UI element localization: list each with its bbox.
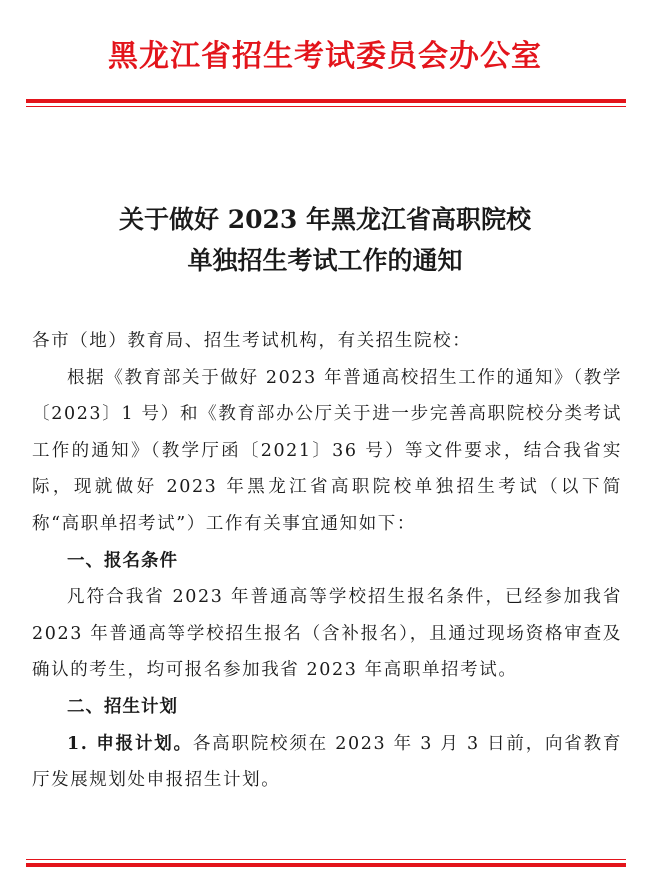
intro-paragraph: 根据《教育部关于做好 2023 年普通高校招生工作的通知》（教学〔2023〕1 号）和《教育部办公厅关于进一步完善高职院校分类考试工作的通知》（教学厅函〔2021〕36 号）等文件要求，结合我省实际，现就做好 2023 年黑龙江省高职院校单独招生考试（以下简称“高职单招考试”）工作有关事宜通知如下： (32, 367, 622, 534)
footer-rule-thin (26, 859, 626, 860)
section-2-item-1-label: 1. 申报计划。 (67, 733, 193, 754)
masthead-rule-thick (26, 99, 626, 103)
section-2-heading: 二、招生计划 (67, 696, 178, 717)
section-1-heading: 一、报名条件 (67, 550, 178, 571)
document-body (32, 323, 622, 799)
section-2-item-1-text: 各高职院校须在 2023 年 3 月 3 日前，向省教育厅发展规划处申报招生计划。 (32, 733, 622, 791)
salutation: 各市（地）教育局、招生考试机构，有关招生院校： (32, 331, 472, 351)
masthead-rule-thin (26, 106, 626, 107)
document-title-line-2: 单独招生考试工作的通知 (187, 246, 463, 275)
document-title-line-1: 关于做好 2023 年黑龙江省高职院校 (119, 205, 531, 234)
footer-rule-thick (26, 863, 626, 867)
section-2-item-1 (32, 726, 622, 799)
section-1-paragraph: 凡符合我省 2023 年普通高等学校招生报名条件，已经参加我省 2023 年普通高等学校招生报名（含补报名），且通过现场资格审查及确认的考生，均可报名参加我省 2023 年高职单招考试。 (32, 587, 622, 681)
masthead-title: 黑龙江省招生考试委员会办公室 (108, 39, 542, 74)
